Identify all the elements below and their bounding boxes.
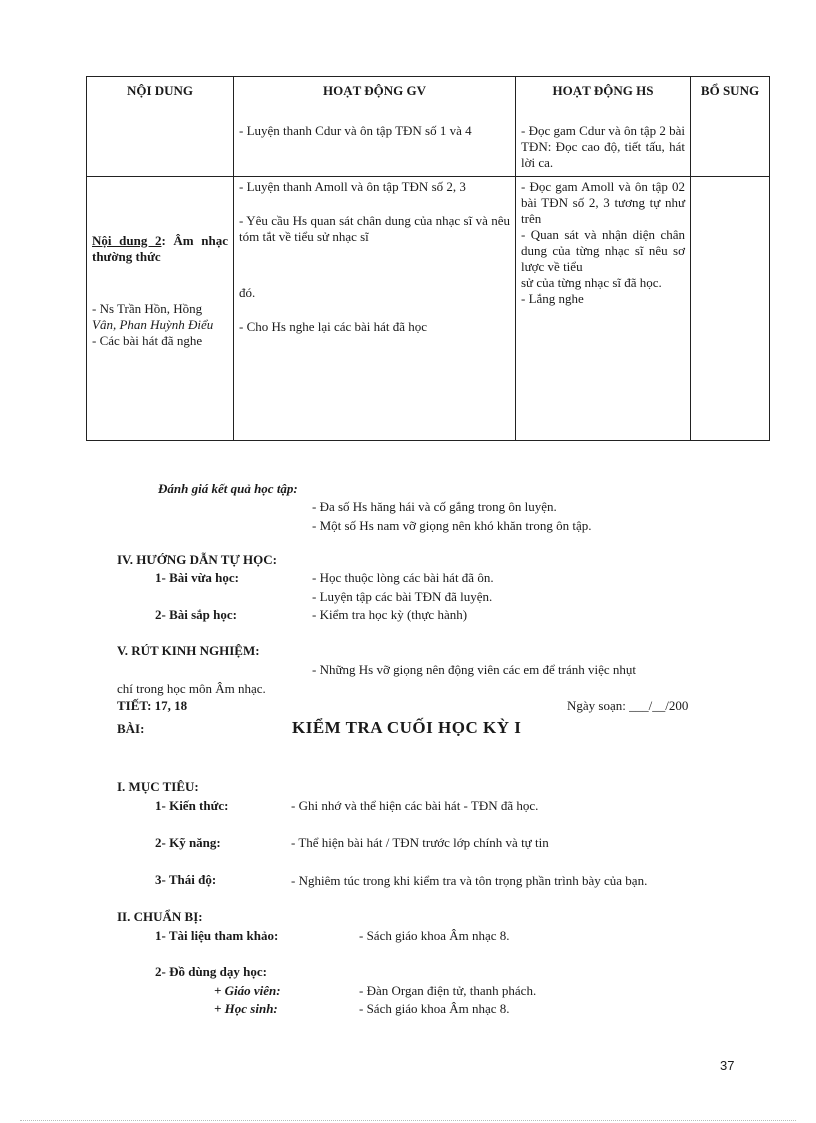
- objective-knowledge-text: - Ghi nhớ và thể hiện các bài hát - TĐN đã học.: [291, 798, 539, 813]
- hs-row1-text: - Đọc gam Cdur và ôn tập 2 bài TĐN: Đọc cao độ, tiết tấu, hát lời ca.: [521, 123, 685, 170]
- section4-item1-line1: - Học thuộc lòng các bài hát đã ôn.: [312, 570, 494, 585]
- gv-row2-line1: - Luyện thanh Amoll và ôn tập TĐN số 2, 3: [239, 179, 466, 194]
- lesson-bai-label: BÀI:: [117, 721, 145, 736]
- lesson-period: TIẾT: 17, 18: [117, 698, 188, 713]
- cell-hs-1: [516, 77, 691, 177]
- hs-row2-line2: - Quan sát và nhận diện chân dung của từng nhạc sĩ nêu sơ lược về tiểu: [521, 227, 685, 274]
- gv-row2-line3: đó.: [239, 285, 256, 300]
- nd2-heading: Nội dung 2: Âm nhạc thường thức: [92, 233, 228, 264]
- cell-bo-sung-2: [691, 177, 770, 441]
- evaluation-line2: - Một số Hs nam vỡ giọng nên khó khăn trong ôn tập.: [312, 518, 592, 533]
- prep-teacher-label: + Giáo viên:: [214, 983, 281, 998]
- lesson-date: Ngày soạn: ___/__/200: [567, 698, 689, 713]
- hs-row2-line4: - Lắng nghe: [521, 291, 584, 306]
- prep-materials-label: 2- Đồ dùng dạy học:: [155, 964, 267, 979]
- evaluation-heading: Đánh giá kết quả học tập:: [158, 481, 298, 496]
- section4-item2-line1: - Kiểm tra học kỳ (thực hành): [312, 607, 468, 622]
- section5-line1: - Những Hs vỡ giọng nên động viên các em để tránh việc nhụt: [312, 662, 637, 677]
- hs-row2-line1: - Đọc gam Amoll và ôn tập 02 bài TĐN số 2, 3 tương tự như trên: [521, 179, 685, 226]
- gv-row2-line4: - Cho Hs nghe lại các bài hát đã học: [239, 319, 428, 334]
- objective-skill-label: 2- Kỹ năng:: [155, 835, 221, 850]
- objective-attitude-text: - Nghiêm túc trong khi kiểm tra và tôn trọng phần trình bày của bạn.: [291, 873, 648, 888]
- nd2-item1: - Ns Trần Hồn, Hồng: [92, 301, 203, 316]
- header-bo-sung: BỔ SUNG: [691, 77, 770, 177]
- lesson-title: KIỂM TRA CUỐI HỌC KỲ I: [292, 718, 522, 737]
- section5-heading: V. RÚT KINH NGHIỆM:: [117, 643, 260, 658]
- section4-item2-label: 2- Bài sắp học:: [155, 607, 237, 622]
- objective-attitude-label: 3- Thái độ:: [155, 872, 217, 887]
- section4-item1-line2: - Luyện tập các bài TĐN đã luyện.: [312, 589, 493, 604]
- prep-student-label: + Học sinh:: [214, 1001, 278, 1016]
- table-row: [87, 177, 770, 441]
- header-hoat-dong-hs: HOẠT ĐỘNG HS: [552, 83, 654, 98]
- gv-row1-text: - Luyện thanh Cdur và ôn tập TĐN số 1 và 4: [239, 123, 472, 138]
- objective-skill-text: - Thể hiện bài hát / TĐN trước lớp chính và tự tin: [291, 835, 549, 850]
- cell-hs-2: [516, 177, 691, 441]
- prep-reference-text: - Sách giáo khoa Âm nhạc 8.: [359, 928, 510, 943]
- objectives-heading: I. MỤC TIÊU:: [117, 779, 199, 794]
- evaluation-line1: - Đa số Hs hăng hái và cố gắng trong ôn luyện.: [312, 499, 557, 514]
- hs-row2-line3: sử của từng nhạc sĩ đã học.: [521, 275, 662, 290]
- header-hoat-dong-gv: HOẠT ĐỘNG GV: [322, 83, 427, 98]
- page-bottom-divider: [20, 1120, 796, 1121]
- prep-teacher-text: - Đàn Organ điện tử, thanh phách.: [359, 983, 537, 998]
- prep-heading: II. CHUẨN BỊ:: [117, 909, 203, 924]
- cell-noi-dung-2: [87, 177, 234, 441]
- prep-reference-label: 1- Tài liệu tham khảo:: [155, 928, 279, 943]
- section5-line2: chí trong học môn Âm nhạc.: [117, 681, 266, 696]
- lesson-plan-table: [86, 76, 770, 441]
- objective-knowledge-label: 1- Kiến thức:: [155, 798, 229, 813]
- nd2-item1-cont: Vân, Phan Huỳnh Điểu: [92, 317, 214, 332]
- gv-row2-line2: - Yêu cầu Hs quan sát chân dung của nhạc sĩ và nêu tóm tắt về tiểu sử nhạc sĩ: [239, 213, 510, 244]
- page-number: 37: [720, 1058, 735, 1073]
- prep-student-text: - Sách giáo khoa Âm nhạc 8.: [359, 1001, 510, 1016]
- cell-gv-2: [234, 177, 516, 441]
- table-row: [87, 77, 770, 177]
- section4-heading: IV. HƯỚNG DẪN TỰ HỌC:: [117, 552, 277, 567]
- section4-item1-label: 1- Bài vừa học:: [155, 570, 239, 585]
- header-noi-dung: NỘI DUNG: [87, 77, 234, 177]
- cell-gv-1: [234, 77, 516, 177]
- nd2-item2: - Các bài hát đã nghe: [92, 333, 203, 348]
